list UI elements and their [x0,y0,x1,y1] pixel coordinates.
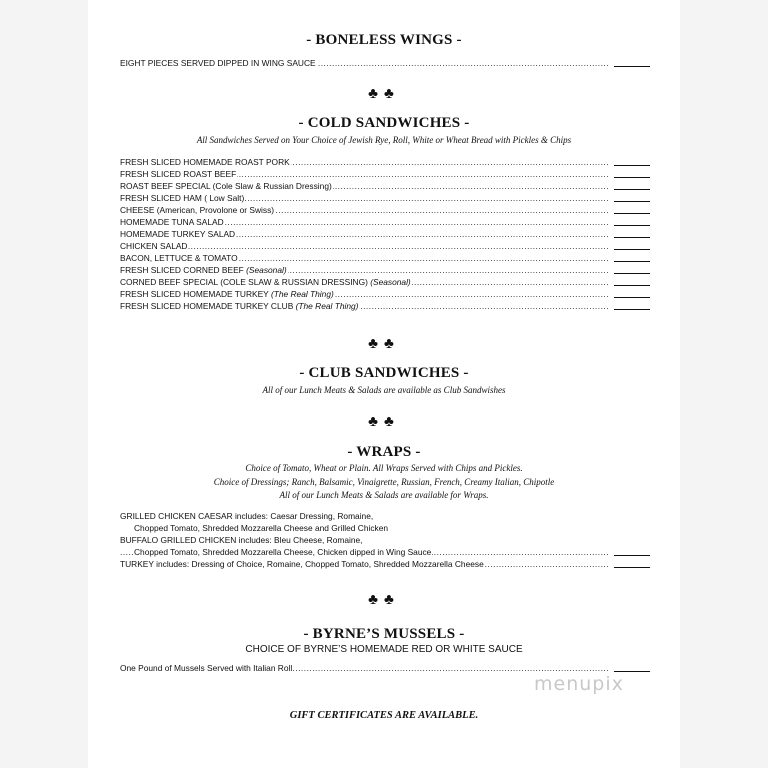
clover-divider: ♣♣ [368,591,400,608]
boneless-wings-list [120,57,652,69]
menu-item: HOMEMADE TUNA SALAD ..... [120,216,652,228]
cold-sandwiches-title: - COLD SANDWICHES - [298,115,470,131]
menu-item: FRESH SLICED HOMEMADE TURKEY (The Real Thing) ..... [120,288,652,300]
clover-divider: ♣♣ [368,85,400,102]
menu-item: ROAST BEEF SPECIAL (Cole Slaw & Russian Dressing) ..... [120,180,652,192]
wraps-subtitle-3: All of our Lunch Meats & Salads are available for Wraps. [279,490,489,500]
menu-item: GRILLED CHICKEN CAESAR includes: Caesar Dressing, Romaine, [120,511,374,521]
menu-item-continued: Chopped Tomato, Shredded Mozzarella Cheese and Grilled Chicken [134,523,389,533]
clover-divider: ♣♣ [368,413,400,430]
menu-item: CHEESE (American, Provolone or Swiss) ..... [120,204,652,216]
menu-item: CHICKEN SALAD ..... [120,240,652,252]
clover-divider: ♣♣ [368,335,400,352]
club-sandwiches-title: - CLUB SANDWICHES - [299,365,469,381]
mussels-title: - BYRNE’S MUSSELS - [303,626,465,642]
wraps-title: - WRAPS - [347,444,421,460]
wraps-subtitle-2: Choice of Dressings; Ranch, Balsamic, Vinaigrette, Russian, French, Creamy Italian, Chipotle [213,477,555,487]
menu-item: BACON, LETTUCE & TOMATO ..... [120,252,652,264]
cold-sandwiches-subtitle: All Sandwiches Served on Your Choice of Jewish Rye, Roll, White or Wheat Bread with Pickles & Chips [196,135,572,145]
price-blank [614,66,650,67]
wraps-list [120,510,652,570]
menu-item: TURKEY includes: Dressing of Choice, Romaine, Chopped Tomato, Shredded Mozzarella Cheese ..... [120,558,652,570]
mussels-list [120,662,652,674]
menu-item-continued: Chopped Tomato, Shredded Mozzarella Cheese, Chicken dipped in Wing Sauce ..... [120,546,652,558]
menu-item: FRESH SLICED HOMEMADE ROAST PORK ..... [120,156,652,168]
menu-item: HOMEMADE TURKEY SALAD ..... [120,228,652,240]
menu-item: EIGHT PIECES SERVED DIPPED IN WING SAUCE ..... [120,57,652,69]
menu-item: FRESH SLICED HOMEMADE TURKEY CLUB (The Real Thing) ..... [120,300,652,312]
footer-note: GIFT CERTIFICATES ARE AVAILABLE. [289,710,479,721]
menu-item: FRESH SLICED HAM ( Low Salt) ..... [120,192,652,204]
menu-item: One Pound of Mussels Served with Italian Roll ..... [120,662,652,674]
boneless-wings-title: - BONELESS WINGS - [306,32,462,48]
menu-item: CORNED BEEF SPECIAL (COLE SLAW & RUSSIAN DRESSING) (Seasonal) ..... [120,276,652,288]
club-sandwiches-subtitle: All of our Lunch Meats & Salads are available as Club Sandwishes [262,385,506,395]
wraps-subtitle-1: Choice of Tomato, Wheat or Plain. All Wraps Served with Chips and Pickles. [245,463,523,473]
cold-sandwiches-list [120,156,652,312]
menu-item: BUFFALO GRILLED CHICKEN includes: Bleu Cheese, Romaine, [120,535,363,545]
menu-item: FRESH SLICED CORNED BEEF (Seasonal) ..... [120,264,652,276]
menu-item: FRESH SLICED ROAST BEEF ..... [120,168,652,180]
watermark: menupix [534,673,624,695]
mussels-subtitle: CHOICE OF BYRNE’S HOMEMADE RED OR WHITE SAUCE [245,644,523,655]
